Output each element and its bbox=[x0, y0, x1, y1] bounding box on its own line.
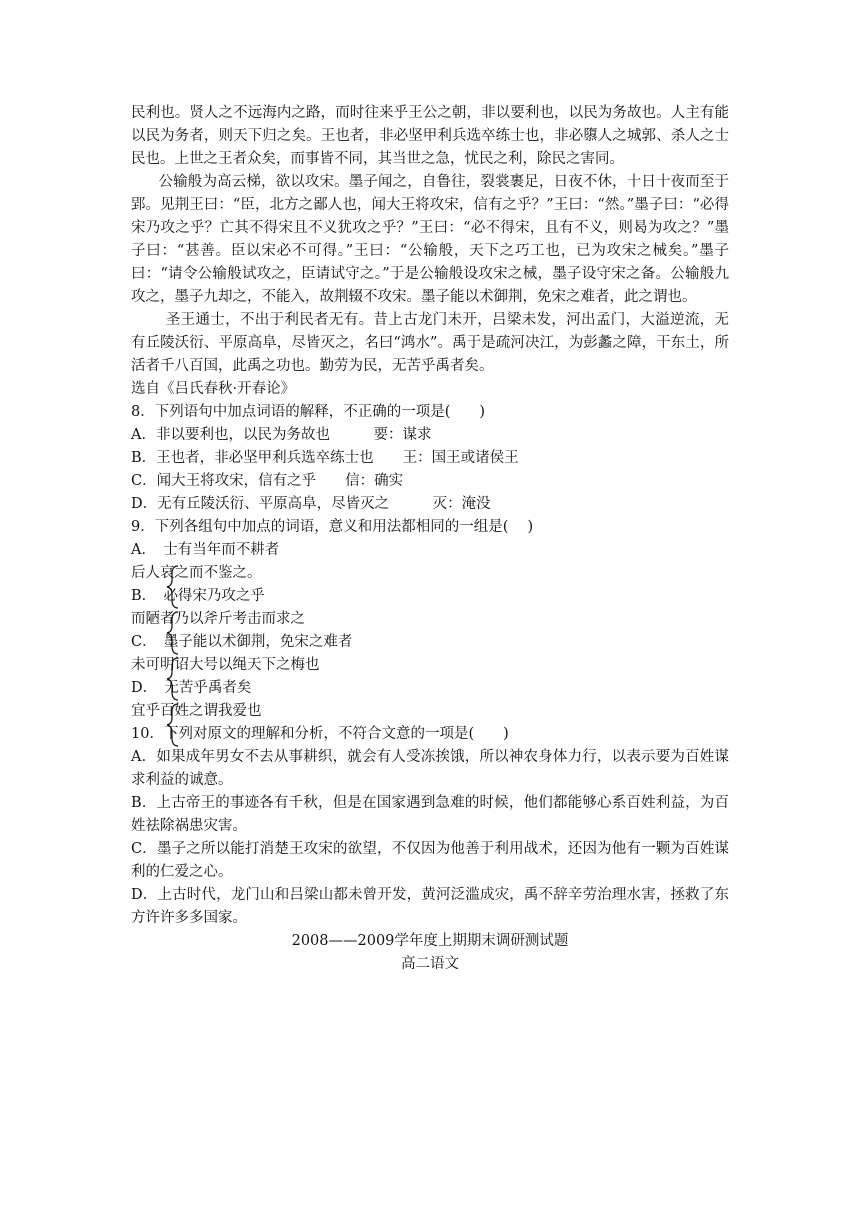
passage-paragraph-3: 圣王通士，不出于利民者无有。昔上古龙门未开，吕梁未发，河出孟门，大溢逆流，无有丘陵沃衍、平原高阜，尽皆灭之，名曰“鸿水”。禹于是疏河决江，为彭蠡之障，干东土，所活者千八百国，此禹之功也。勤劳为民，无苦乎禹者矣。 bbox=[131, 312, 729, 374]
exam-subject: 高二语文 bbox=[401, 956, 459, 972]
question-8-stem: 8．下列语句中加点词语的解释，不正确的一项是( ) bbox=[131, 404, 486, 420]
question-8-option-a: A．非以要利也，以民为务故也 要：谋求 bbox=[131, 427, 432, 443]
question-10-option-a: A．如果成年男女不去从事耕织，就会有人受冻挨饿，所以神农身体力行，以表示要为百姓谋求利益的诚意。 bbox=[131, 749, 729, 788]
question-9-option-a-pair: 后人哀之而不鉴之。 bbox=[131, 565, 262, 581]
question-10-option-b: B．上古帝王的事迹各有千秋，但是在国家遇到急难的时候，他们都能够心系百姓利益，为百姓祛除祸患灾害。 bbox=[131, 795, 729, 834]
question-9-option-b-pair: 而陋者乃以斧斤考击而求之 bbox=[131, 611, 305, 627]
question-8-option-d: D．无有丘陵沃衍、平原高阜，尽皆灭之 灭：淹没 bbox=[131, 496, 491, 512]
passage-paragraph-2: 公输般为高云梯，欲以攻宋。墨子闻之，自鲁往，裂裳裹足，日夜不休，十日十夜而至于郢。见荆王曰：“臣，北方之鄙人也，闻大王将攻宋，信有之乎？”王曰：“然。”墨子曰：“必得宋乃攻之乎？亡其不得宋且不义犹攻之乎？”王曰：“必不得宋，且有不义，则曷为攻之？”墨子曰：“甚善。臣以宋必不可得。”王曰：“公输般，天下之巧工也，已为攻宋之械矣。”墨子曰：“请令公输般试攻之，臣请试守之。”于是公输般设攻宋之械，墨子设守宋之备。公输般九攻之，墨子九却之，不能入，故荆辍不攻宋。墨子能以术御荆，免宋之难者，此之谓也。 bbox=[131, 174, 729, 305]
question-8-option-c: C．闻大王将攻宋，信有之乎 信：确实 bbox=[131, 473, 404, 489]
question-9-option-c-pair: 未可明诏大号以绳天下之梅也 bbox=[131, 657, 320, 673]
question-9-option-d: D． 无苦乎禹者矣 bbox=[131, 680, 252, 696]
question-10-stem: 10．下列对原文的理解和分析，不符合文意的一项是( ) bbox=[131, 726, 509, 742]
question-9-option-c: C． 墨子能以术御荆，免宋之难者 bbox=[131, 634, 353, 650]
passage-paragraph-1: 民利也。贤人之不远海内之路，而时往来乎王公之朝，非以要利也，以民为务故也。人主有能以民为务者，则天下归之矣。王也者，非必坚甲利兵选卒练士也，非必隳人之城郭、杀人之士民也。上世之王者众矣，而事皆不同，其当世之急，忧民之利，除民之害同。 bbox=[131, 105, 729, 167]
exam-title: 2008——2009学年度上期期末调研测试题 bbox=[291, 933, 569, 949]
document-page bbox=[131, 102, 729, 976]
question-9-option-a: A． 士有当年而不耕者 bbox=[131, 542, 280, 558]
passage-source: 选自《吕氏春秋·开春论》 bbox=[131, 381, 296, 397]
question-9-option-b: B． 必得宋乃攻之乎 bbox=[131, 588, 265, 604]
question-9-stem: 9．下列各组句中加点的词语，意义和用法都相同的一组是( ) bbox=[131, 519, 534, 535]
question-10-option-c: C．墨子之所以能打消楚王攻宋的欲望，不仅因为他善于利用战术，还因为他有一颗为百姓谋利的仁爱之心。 bbox=[131, 841, 729, 880]
question-9-option-d-pair: 宜乎百姓之谓我爱也 bbox=[131, 703, 262, 719]
question-8-option-b: B．王也者，非必坚甲利兵选卒练士也 王：国王或诸侯王 bbox=[131, 450, 519, 466]
question-10-option-d: D．上古时代，龙门山和吕梁山都未曾开发，黄河泛滥成灾，禹不辞辛劳治理水害，拯救了东方许许多多国家。 bbox=[131, 887, 729, 926]
